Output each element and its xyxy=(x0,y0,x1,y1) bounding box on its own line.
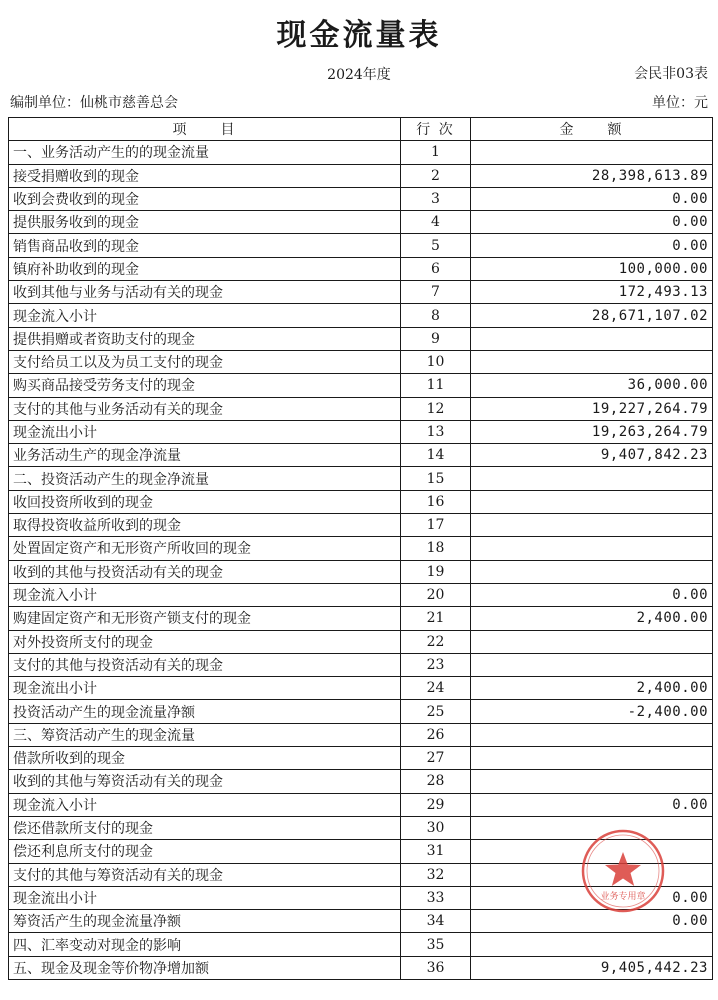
row-line-number: 26 xyxy=(401,723,471,746)
row-amount xyxy=(471,816,713,839)
row-item-label: 现金流入小计 xyxy=(9,793,401,816)
row-amount: 0.00 xyxy=(471,187,713,210)
row-line-number: 30 xyxy=(401,816,471,839)
row-item-label: 四、汇率变动对现金的影响 xyxy=(9,933,401,956)
row-line-number: 16 xyxy=(401,490,471,513)
table-row xyxy=(9,793,713,816)
row-amount xyxy=(471,467,713,490)
table-row xyxy=(9,886,713,909)
table-header-row xyxy=(9,118,713,141)
row-amount xyxy=(471,490,713,513)
row-amount xyxy=(471,350,713,373)
row-amount: 9,405,442.23 xyxy=(471,956,713,979)
table-row xyxy=(9,257,713,280)
report-year: 2024年度 xyxy=(327,67,391,83)
row-item-label: 现金流出小计 xyxy=(9,677,401,700)
row-item-label: 支付的其他与业务活动有关的现金 xyxy=(9,397,401,420)
table-row xyxy=(9,700,713,723)
row-line-number: 17 xyxy=(401,514,471,537)
table-row xyxy=(9,956,713,979)
row-line-number: 6 xyxy=(401,257,471,280)
column-header-line: 行 次 xyxy=(401,118,471,141)
currency-unit: 单位：元 xyxy=(652,95,708,111)
reporting-entity: 编制单位：仙桃市慈善总会 xyxy=(10,95,178,111)
table-row xyxy=(9,630,713,653)
row-amount xyxy=(471,770,713,793)
row-line-number: 9 xyxy=(401,327,471,350)
row-item-label: 镇府补助收到的现金 xyxy=(9,257,401,280)
row-amount xyxy=(471,863,713,886)
row-amount xyxy=(471,723,713,746)
row-amount xyxy=(471,840,713,863)
row-item-label: 三、筹资活动产生的现金流量 xyxy=(9,723,401,746)
table-row xyxy=(9,723,713,746)
row-line-number: 19 xyxy=(401,560,471,583)
row-line-number: 32 xyxy=(401,863,471,886)
row-item-label: 现金流出小计 xyxy=(9,420,401,443)
row-line-number: 35 xyxy=(401,933,471,956)
row-amount: 36,000.00 xyxy=(471,374,713,397)
row-amount: 0.00 xyxy=(471,583,713,606)
row-item-label: 现金流出小计 xyxy=(9,886,401,909)
row-line-number: 4 xyxy=(401,211,471,234)
row-amount: 2,400.00 xyxy=(471,607,713,630)
row-item-label: 购建固定资产和无形资产锁支付的现金 xyxy=(9,607,401,630)
row-line-number: 3 xyxy=(401,187,471,210)
row-item-label: 支付的其他与投资活动有关的现金 xyxy=(9,653,401,676)
row-amount xyxy=(471,141,713,164)
table-row xyxy=(9,537,713,560)
table-row xyxy=(9,653,713,676)
row-item-label: 二、投资活动产生的现金净流量 xyxy=(9,467,401,490)
row-amount: 2,400.00 xyxy=(471,677,713,700)
row-item-label: 偿还借款所支付的现金 xyxy=(9,816,401,839)
row-item-label: 购买商品接受劳务支付的现金 xyxy=(9,374,401,397)
row-item-label: 现金流入小计 xyxy=(9,583,401,606)
row-line-number: 25 xyxy=(401,700,471,723)
table-row xyxy=(9,583,713,606)
table-row xyxy=(9,397,713,420)
row-line-number: 31 xyxy=(401,840,471,863)
table-row xyxy=(9,304,713,327)
row-line-number: 36 xyxy=(401,956,471,979)
row-line-number: 24 xyxy=(401,677,471,700)
row-item-label: 收到会费收到的现金 xyxy=(9,187,401,210)
table-row xyxy=(9,840,713,863)
table-row xyxy=(9,490,713,513)
row-amount: 9,407,842.23 xyxy=(471,444,713,467)
table-row xyxy=(9,187,713,210)
seal-text: 业务专用章 xyxy=(600,892,646,902)
row-item-label: 支付的其他与筹资活动有关的现金 xyxy=(9,863,401,886)
row-line-number: 14 xyxy=(401,444,471,467)
table-row xyxy=(9,863,713,886)
row-line-number: 13 xyxy=(401,420,471,443)
table-row xyxy=(9,211,713,234)
row-item-label: 收到其他与业务与活动有关的现金 xyxy=(9,281,401,304)
table-row xyxy=(9,444,713,467)
row-line-number: 5 xyxy=(401,234,471,257)
row-item-label: 收到的其他与投资活动有关的现金 xyxy=(9,560,401,583)
table-row xyxy=(9,747,713,770)
row-item-label: 五、现金及现金等价物净增加额 xyxy=(9,956,401,979)
row-item-label: 销售商品收到的现金 xyxy=(9,234,401,257)
table-row xyxy=(9,281,713,304)
row-line-number: 8 xyxy=(401,304,471,327)
table-row xyxy=(9,514,713,537)
row-amount xyxy=(471,630,713,653)
row-amount: 19,227,264.79 xyxy=(471,397,713,420)
row-item-label: 接受捐赠收到的现金 xyxy=(9,164,401,187)
row-line-number: 21 xyxy=(401,607,471,630)
row-line-number: 23 xyxy=(401,653,471,676)
row-amount: 19,263,264.79 xyxy=(471,420,713,443)
row-amount xyxy=(471,560,713,583)
row-line-number: 18 xyxy=(401,537,471,560)
row-amount xyxy=(471,653,713,676)
table-row xyxy=(9,374,713,397)
row-line-number: 1 xyxy=(401,141,471,164)
row-item-label: 现金流入小计 xyxy=(9,304,401,327)
row-item-label: 对外投资所支付的现金 xyxy=(9,630,401,653)
row-item-label: 投资活动产生的现金流量净额 xyxy=(9,700,401,723)
row-line-number: 2 xyxy=(401,164,471,187)
row-item-label: 取得投资收益所收到的现金 xyxy=(9,514,401,537)
row-line-number: 11 xyxy=(401,374,471,397)
row-line-number: 22 xyxy=(401,630,471,653)
row-amount: 0.00 xyxy=(471,886,713,909)
row-line-number: 15 xyxy=(401,467,471,490)
row-line-number: 33 xyxy=(401,886,471,909)
row-line-number: 28 xyxy=(401,770,471,793)
table-row xyxy=(9,234,713,257)
row-amount: -2,400.00 xyxy=(471,700,713,723)
cash-flow-table xyxy=(8,117,713,980)
form-code: 会民非03表 xyxy=(634,66,708,82)
row-amount: 0.00 xyxy=(471,793,713,816)
row-item-label: 筹资活产生的现金流量净额 xyxy=(9,910,401,933)
row-line-number: 34 xyxy=(401,910,471,933)
table-row xyxy=(9,141,713,164)
row-amount: 172,493.13 xyxy=(471,281,713,304)
row-amount xyxy=(471,747,713,770)
row-item-label: 收到的其他与筹资活动有关的现金 xyxy=(9,770,401,793)
table-row xyxy=(9,164,713,187)
row-amount: 0.00 xyxy=(471,211,713,234)
column-header-item: 项 目 xyxy=(9,118,401,141)
row-amount xyxy=(471,933,713,956)
table-row xyxy=(9,560,713,583)
row-line-number: 20 xyxy=(401,583,471,606)
row-item-label: 提供服务收到的现金 xyxy=(9,211,401,234)
row-amount xyxy=(471,537,713,560)
table-row xyxy=(9,467,713,490)
row-item-label: 偿还利息所支付的现金 xyxy=(9,840,401,863)
row-line-number: 12 xyxy=(401,397,471,420)
row-amount xyxy=(471,327,713,350)
row-item-label: 收回投资所收到的现金 xyxy=(9,490,401,513)
row-item-label: 支付给员工以及为员工支付的现金 xyxy=(9,350,401,373)
table-row xyxy=(9,327,713,350)
row-line-number: 27 xyxy=(401,747,471,770)
row-amount: 28,398,613.89 xyxy=(471,164,713,187)
row-amount: 28,671,107.02 xyxy=(471,304,713,327)
table-row xyxy=(9,607,713,630)
row-item-label: 处置固定资产和无形资产所收回的现金 xyxy=(9,537,401,560)
table-row xyxy=(9,350,713,373)
row-amount: 0.00 xyxy=(471,910,713,933)
table-row xyxy=(9,933,713,956)
row-amount: 100,000.00 xyxy=(471,257,713,280)
row-line-number: 7 xyxy=(401,281,471,304)
table-row xyxy=(9,910,713,933)
row-amount xyxy=(471,514,713,537)
row-amount: 0.00 xyxy=(471,234,713,257)
table-row xyxy=(9,420,713,443)
table-row xyxy=(9,677,713,700)
page-title: 现金流量表 xyxy=(276,18,442,53)
table-row xyxy=(9,816,713,839)
row-item-label: 提供捐赠或者资助支付的现金 xyxy=(9,327,401,350)
table-row xyxy=(9,770,713,793)
row-item-label: 业务活动生产的现金净流量 xyxy=(9,444,401,467)
row-line-number: 10 xyxy=(401,350,471,373)
row-item-label: 借款所收到的现金 xyxy=(9,747,401,770)
column-header-amount: 金 额 xyxy=(471,118,713,141)
row-line-number: 29 xyxy=(401,793,471,816)
row-item-label: 一、业务活动产生的的现金流量 xyxy=(9,141,401,164)
